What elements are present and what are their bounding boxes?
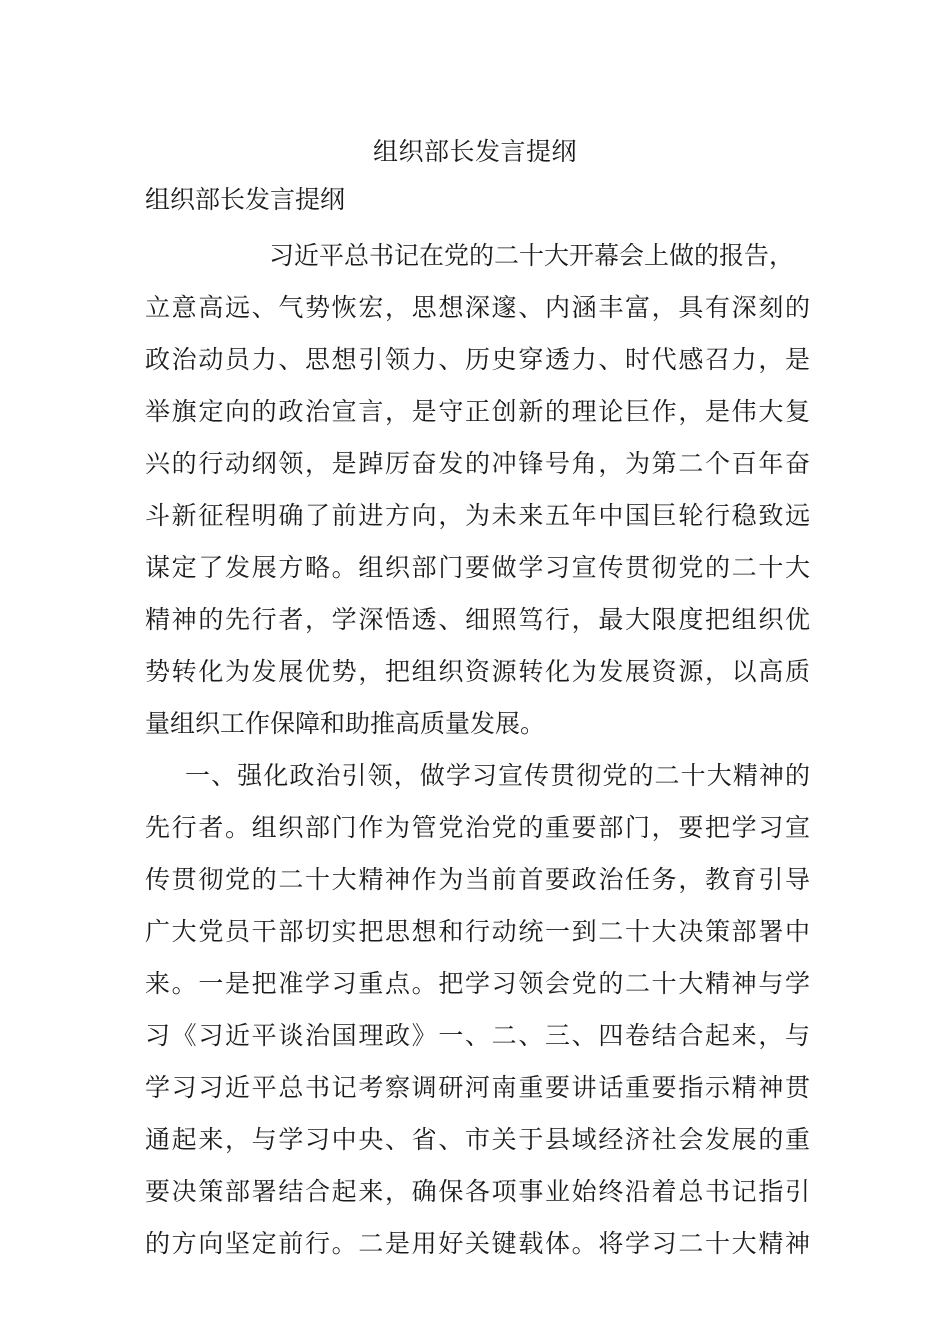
text-line: 一、强化政治引领，做学习宣传贯彻党的二十大精神的 (185, 761, 810, 790)
text-line: 立意高远、气势恢宏，思想深邃、内涵丰富，具有深刻的 (145, 293, 810, 322)
text-line: 势转化为发展优势，把组织资源转化为发展资源，以高质 (145, 657, 810, 686)
text-line: 要决策部署结合起来，确保各项事业始终沿着总书记指引 (145, 1177, 810, 1206)
text-line: 量组织工作保障和助推高质量发展。 (145, 709, 546, 738)
text-line: 广大党员干部切实把思想和行动统一到二十大决策部署中 (145, 917, 810, 946)
text-line: 精神的先行者，学深悟透、细照笃行，最大限度把组织优 (145, 605, 810, 634)
text-line: 兴的行动纲领，是踔厉奋发的冲锋号角，为第二个百年奋 (145, 449, 810, 478)
text-line: 举旗定向的政治宣言，是守正创新的理论巨作，是伟大复 (145, 397, 810, 426)
page-title: 组织部长发言提纲 (372, 137, 577, 166)
text-line: 传贯彻党的二十大精神作为当前首要政治任务，教育引导 (145, 865, 810, 894)
text-line: 学习习近平总书记考察调研河南重要讲话重要指示精神贯 (145, 1073, 810, 1102)
text-line: 谋定了发展方略。组织部门要做学习宣传贯彻党的二十大 (145, 553, 810, 582)
text-line: 习《习近平谈治国理政》一、二、三、四卷结合起来，与 (145, 1021, 810, 1050)
document-subtitle: 组织部长发言提纲 (145, 185, 346, 214)
text-line: 政治动员力、思想引领力、历史穿透力、时代感召力，是 (145, 345, 810, 374)
text-line: 先行者。组织部门作为管党治党的重要部门，要把学习宣 (145, 813, 810, 842)
text-line: 来。一是把准学习重点。把学习领会党的二十大精神与学 (145, 969, 810, 998)
text-line: 通起来，与学习中央、省、市关于县域经济社会发展的重 (145, 1125, 810, 1154)
text-line: 的方向坚定前行。二是用好关键载体。将学习二十大精神 (145, 1229, 810, 1258)
text-line: 斗新征程明确了前进方向，为未来五年中国巨轮行稳致远 (145, 501, 810, 530)
text-line: 习近平总书记在党的二十大开幕会上做的报告， (269, 241, 795, 270)
